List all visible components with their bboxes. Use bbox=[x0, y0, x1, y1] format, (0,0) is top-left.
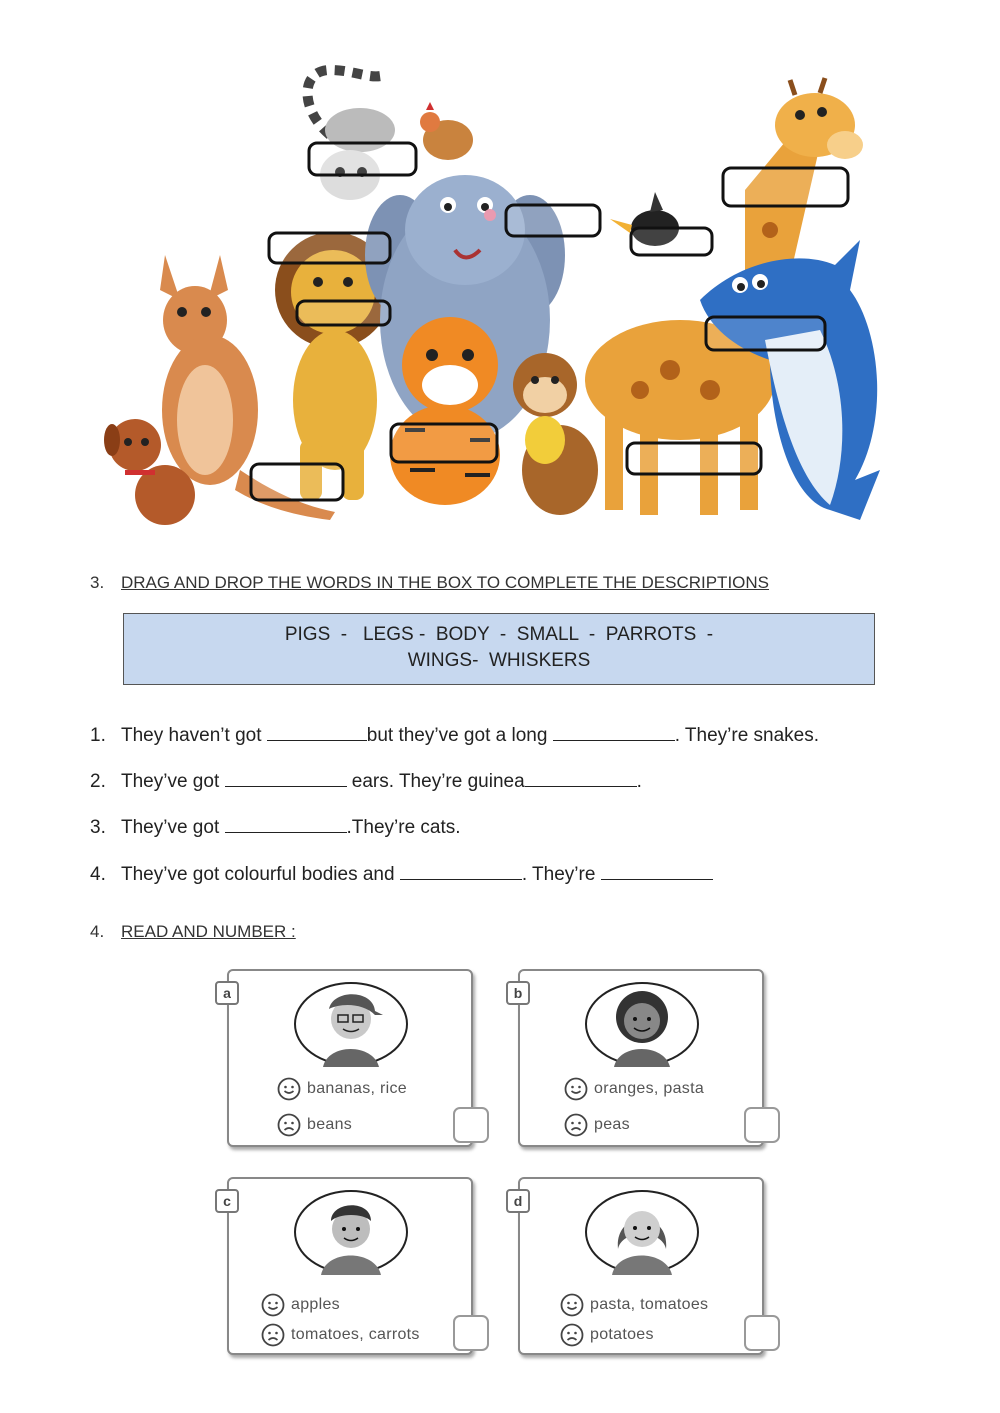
number-answer-box[interactable] bbox=[453, 1107, 489, 1143]
word-bank-box bbox=[123, 613, 875, 685]
section-4-title: READ AND NUMBER : bbox=[121, 922, 296, 941]
sad-face-icon bbox=[277, 1113, 301, 1137]
likes-text: oranges, pasta bbox=[594, 1080, 705, 1098]
likes-line bbox=[564, 1077, 704, 1101]
answer-blank[interactable] bbox=[225, 816, 347, 833]
sentence-text: . They’re snakes. bbox=[674, 725, 820, 746]
sentence-text: . They’re bbox=[521, 864, 601, 885]
likes-line bbox=[560, 1293, 708, 1317]
boy-portrait-icon bbox=[293, 981, 409, 1067]
lemur-figure bbox=[308, 70, 396, 200]
likes-line bbox=[277, 1077, 407, 1101]
dislikes-text: potatoes bbox=[590, 1326, 654, 1344]
dislikes-text: tomatoes, carrots bbox=[291, 1326, 420, 1344]
sentence-number: 2. bbox=[90, 771, 106, 792]
number-answer-box[interactable] bbox=[744, 1315, 780, 1351]
drop-box-lion-mane[interactable] bbox=[269, 233, 390, 263]
sentence-text: ears. They’re guinea bbox=[346, 771, 525, 792]
dislikes-line bbox=[564, 1113, 630, 1137]
food-card-b bbox=[513, 969, 764, 1147]
sad-face-icon bbox=[261, 1323, 285, 1347]
food-card-c bbox=[223, 1177, 473, 1355]
dislikes-text: peas bbox=[594, 1116, 630, 1134]
section-4-number: 4. bbox=[90, 922, 105, 941]
animal-illustration bbox=[0, 0, 1000, 560]
sentence-number: 1. bbox=[90, 725, 106, 746]
word-bank-line-2[interactable]: WINGS- WHISKERS bbox=[407, 650, 591, 671]
answer-blank[interactable] bbox=[267, 724, 367, 741]
sentence-text: They’ve got bbox=[121, 771, 225, 792]
sentence-text: They’ve got bbox=[121, 817, 225, 838]
smiley-face-icon bbox=[560, 1293, 584, 1317]
answer-blank[interactable] bbox=[553, 724, 675, 741]
chicken-figure bbox=[420, 102, 473, 160]
smiley-face-icon bbox=[277, 1077, 301, 1101]
food-card-a bbox=[223, 969, 473, 1147]
sentence-number: 4. bbox=[90, 864, 106, 885]
sentence-4 bbox=[90, 863, 713, 886]
drop-box-elephant-ears[interactable] bbox=[506, 205, 600, 236]
section-3-title: DRAG AND DROP THE WORDS IN THE BOX TO COMPLETE THE DESCRIPTIONS bbox=[121, 573, 770, 592]
answer-blank[interactable] bbox=[400, 863, 522, 880]
sentence-1 bbox=[90, 724, 819, 747]
dislikes-line bbox=[560, 1323, 654, 1347]
card-letter-badge: d bbox=[506, 1189, 530, 1213]
drop-box-giraffe-head[interactable] bbox=[723, 168, 848, 206]
card-letter-badge: a bbox=[215, 981, 239, 1005]
sentence-text: They haven’t got bbox=[121, 725, 267, 746]
sentence-text: but they’ve got a long bbox=[366, 725, 553, 746]
sentence-2 bbox=[90, 770, 642, 793]
card-letter-badge: b bbox=[506, 981, 530, 1005]
sentence-text: .They’re cats. bbox=[346, 817, 461, 838]
drop-box-toucan[interactable] bbox=[631, 228, 712, 255]
girl-portrait-icon bbox=[584, 1189, 700, 1275]
smiley-face-icon bbox=[261, 1293, 285, 1317]
boy-portrait-icon bbox=[293, 1189, 409, 1275]
sad-face-icon bbox=[560, 1323, 584, 1347]
section-3-number: 3. bbox=[90, 573, 105, 592]
drop-box-tiger[interactable] bbox=[391, 424, 497, 462]
sentence-3 bbox=[90, 816, 461, 839]
answer-blank[interactable] bbox=[525, 770, 637, 787]
likes-text: pasta, tomatoes bbox=[590, 1296, 709, 1314]
girl-portrait-icon bbox=[584, 981, 700, 1067]
drop-box-shark[interactable] bbox=[706, 317, 825, 350]
drop-box-giraffe-legs[interactable] bbox=[627, 443, 761, 474]
dislikes-line bbox=[261, 1323, 420, 1347]
dislikes-text: beans bbox=[307, 1116, 353, 1134]
answer-blank[interactable] bbox=[225, 770, 347, 787]
likes-text: apples bbox=[291, 1296, 340, 1314]
sentence-text: . bbox=[636, 771, 642, 792]
drop-box-lemur[interactable] bbox=[309, 143, 416, 175]
answer-blank[interactable] bbox=[601, 863, 713, 880]
dislikes-line bbox=[277, 1113, 352, 1137]
number-answer-box[interactable] bbox=[453, 1315, 489, 1351]
food-card-d bbox=[513, 1177, 764, 1355]
smiley-face-icon bbox=[564, 1077, 588, 1101]
likes-text: bananas, rice bbox=[307, 1080, 407, 1098]
word-bank-line-1[interactable]: PIGS - LEGS - BODY - SMALL - PARROTS - bbox=[284, 624, 714, 645]
sentence-text: They’ve got colourful bodies and bbox=[121, 864, 400, 885]
drop-box-lion-mouth[interactable] bbox=[297, 301, 390, 325]
drop-box-kangaroo-tail[interactable] bbox=[251, 464, 343, 500]
sad-face-icon bbox=[564, 1113, 588, 1137]
number-answer-box[interactable] bbox=[744, 1107, 780, 1143]
sentence-number: 3. bbox=[90, 817, 106, 838]
card-letter-badge: c bbox=[215, 1189, 239, 1213]
likes-line bbox=[261, 1293, 340, 1317]
